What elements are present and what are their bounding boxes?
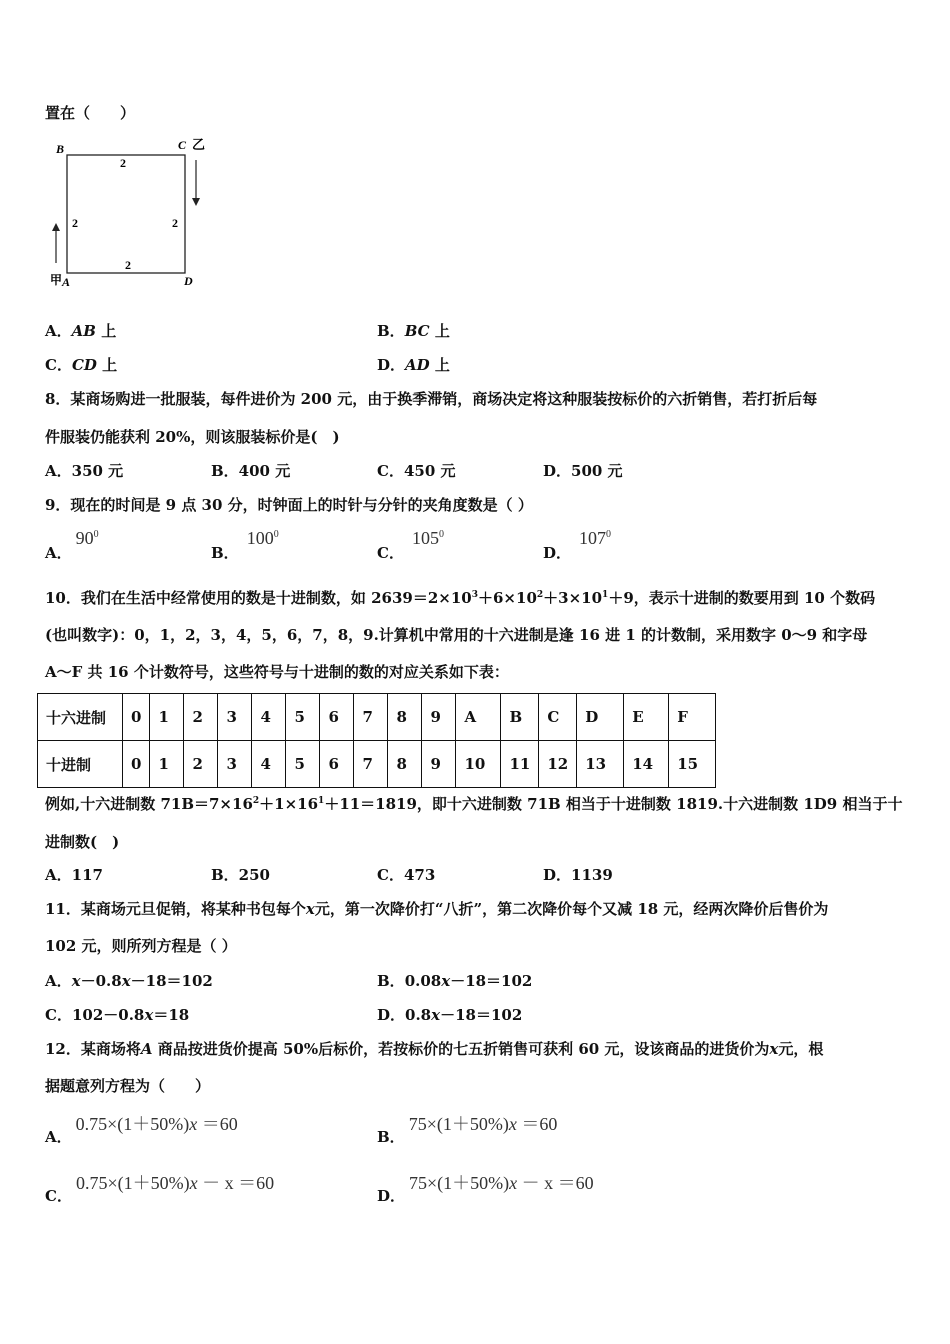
- q9-option-b[interactable]: B．$100^0$: [211, 528, 279, 562]
- side-bottom-label: 2: [125, 258, 131, 272]
- table-cell: 2: [184, 694, 218, 741]
- table-cell: 9: [422, 694, 456, 741]
- q11-line2: 102 元，则所列方程是（ ）: [45, 937, 237, 955]
- q9-stem: 9．现在的时间是 9 点 30 分，时钟面上的时针与分针的夹角度数是（ ）: [45, 496, 533, 514]
- q10-line2: (也叫数字)：0，1，2，3，4，5，6，7，8，9.计算机中常用的十六进制是逢 16 进 1 的计数制，采用数字 0～9 和字母: [45, 626, 868, 644]
- start-label-a: 甲: [50, 273, 63, 287]
- arrow-up-head: [52, 223, 60, 231]
- table-cell: 8: [388, 741, 422, 788]
- vertex-a-label: A: [62, 275, 71, 289]
- table-cell: 2: [184, 741, 218, 788]
- q12-option-d[interactable]: D．75×(1＋50%)x － x ＝60: [377, 1173, 594, 1205]
- square: [67, 155, 185, 273]
- q8-line2: 件服装仍能获利 20%，则该服装标价是( ): [45, 428, 340, 446]
- table-cell: B: [501, 694, 539, 741]
- table-row-dec: [38, 741, 716, 788]
- table-cell: 5: [286, 741, 320, 788]
- q12-option-c[interactable]: C．0.75×(1＋50%)x － x ＝60: [45, 1173, 275, 1205]
- q8-option-c[interactable]: C．450 元: [377, 462, 456, 480]
- q7-option-c[interactable]: C．CD 上: [45, 356, 118, 374]
- side-left-label: 2: [72, 216, 78, 230]
- side-top-label: 2: [120, 156, 126, 170]
- table-cell: 0: [123, 694, 150, 741]
- vertex-c-label: C: [178, 138, 187, 152]
- q7-option-b[interactable]: B．BC 上: [377, 322, 450, 340]
- q11-option-c[interactable]: C．102－0.8x＝18: [45, 1006, 190, 1024]
- table-cell: 3: [218, 741, 252, 788]
- q10-option-b[interactable]: B．250: [211, 866, 270, 884]
- q10-after-line2: 进制数( ): [45, 833, 120, 851]
- table-cell: 12: [539, 741, 577, 788]
- table-cell: 15: [669, 741, 716, 788]
- table-cell: 0: [123, 741, 150, 788]
- table-cell: C: [539, 694, 577, 741]
- table-cell: E: [624, 694, 669, 741]
- q12-line1: 12．某商场将A 商品按进货价提高 50%后标价，若按标价的七五折销售可获利 60 元，设该商品的进货价为x元，根: [45, 1040, 824, 1058]
- arrow-down-head: [192, 198, 200, 206]
- hex-decimal-table: [37, 693, 716, 788]
- q7-option-a[interactable]: A．AB 上: [45, 322, 117, 340]
- table-cell: 7: [354, 694, 388, 741]
- q12-option-b[interactable]: B．75×(1＋50%)x ＝60: [377, 1114, 558, 1146]
- q8-option-d[interactable]: D．500 元: [543, 462, 623, 480]
- table-header-dec: 十进制: [38, 741, 123, 788]
- table-cell: 11: [501, 741, 539, 788]
- q8-option-a[interactable]: A．350 元: [45, 462, 124, 480]
- vertex-b-label: B: [56, 142, 65, 156]
- q11-option-d[interactable]: D．0.8x－18＝102: [377, 1006, 523, 1024]
- q10-line3: A～F 共 16 个计数符号，这些符号与十进制的数的对应关系如下表：: [45, 663, 509, 681]
- table-header-hex: 十六进制: [38, 694, 123, 741]
- side-right-label: 2: [172, 216, 178, 230]
- q7-stem-tail: 置在（ ）: [45, 104, 136, 122]
- table-cell: 13: [577, 741, 624, 788]
- q12-option-a[interactable]: A．0.75×(1＋50%)x ＝60: [45, 1114, 238, 1146]
- vertex-d-label: D: [184, 274, 193, 288]
- table-cell: 10: [456, 741, 501, 788]
- table-cell: 3: [218, 694, 252, 741]
- q10-line1: 10．我们在生活中经常使用的数是十进制数，如 $2639=2\times 10^3+6\times 10^2+3\times 10^1+9$，表示十进制的数要用到 10 个数码: [45, 589, 876, 607]
- table-cell: 4: [252, 741, 286, 788]
- table-cell: 4: [252, 694, 286, 741]
- q10-option-a[interactable]: A．117: [45, 866, 103, 884]
- table-cell: 1: [150, 694, 184, 741]
- q11-line1: 11．某商场元旦促销，将某种书包每个x元，第一次降价打“八折”，第二次降价每个又减 18 元，经两次降价后售价为: [45, 900, 829, 918]
- q11-option-b[interactable]: B．0.08x－18＝102: [377, 972, 533, 990]
- q10-after-line1: 例如,十六进制数 $71B=7\times 16^2+1\times 16^1+11=1819$，即十六进制数 71B 相当于十进制数 1819.十六进制数 1D9 相当于十: [45, 795, 903, 813]
- q9-option-c[interactable]: C．$105^0$: [377, 528, 444, 562]
- start-label-c: 乙: [192, 138, 206, 153]
- table-cell: D: [577, 694, 624, 741]
- q10-option-c[interactable]: C．473: [377, 866, 436, 884]
- table-row-hex: [38, 694, 716, 741]
- table-cell: A: [456, 694, 501, 741]
- q9-option-a[interactable]: A．$90^0$: [45, 528, 99, 562]
- table-cell: F: [669, 694, 716, 741]
- table-cell: 1: [150, 741, 184, 788]
- q7-option-d[interactable]: D．AD 上: [377, 356, 450, 374]
- table-cell: 9: [422, 741, 456, 788]
- q9-option-d[interactable]: D．$107^0$: [543, 528, 612, 562]
- table-cell: 7: [354, 741, 388, 788]
- q11-option-a[interactable]: A．x－0.8x－18＝102: [45, 972, 213, 990]
- square-path-figure: [45, 135, 220, 295]
- q12-line2: 据题意列方程为（ ）: [45, 1077, 211, 1095]
- q8-option-b[interactable]: B．400 元: [211, 462, 291, 480]
- table-cell: 14: [624, 741, 669, 788]
- q10-option-d[interactable]: D．1139: [543, 866, 613, 884]
- q8-line1: 8．某商场购进一批服装，每件进价为 200 元，由于换季滞销，商场决定将这种服装按标价的六折销售，若打折后每: [45, 390, 818, 408]
- table-cell: 5: [286, 694, 320, 741]
- table-cell: 6: [320, 741, 354, 788]
- table-cell: 8: [388, 694, 422, 741]
- table-cell: 6: [320, 694, 354, 741]
